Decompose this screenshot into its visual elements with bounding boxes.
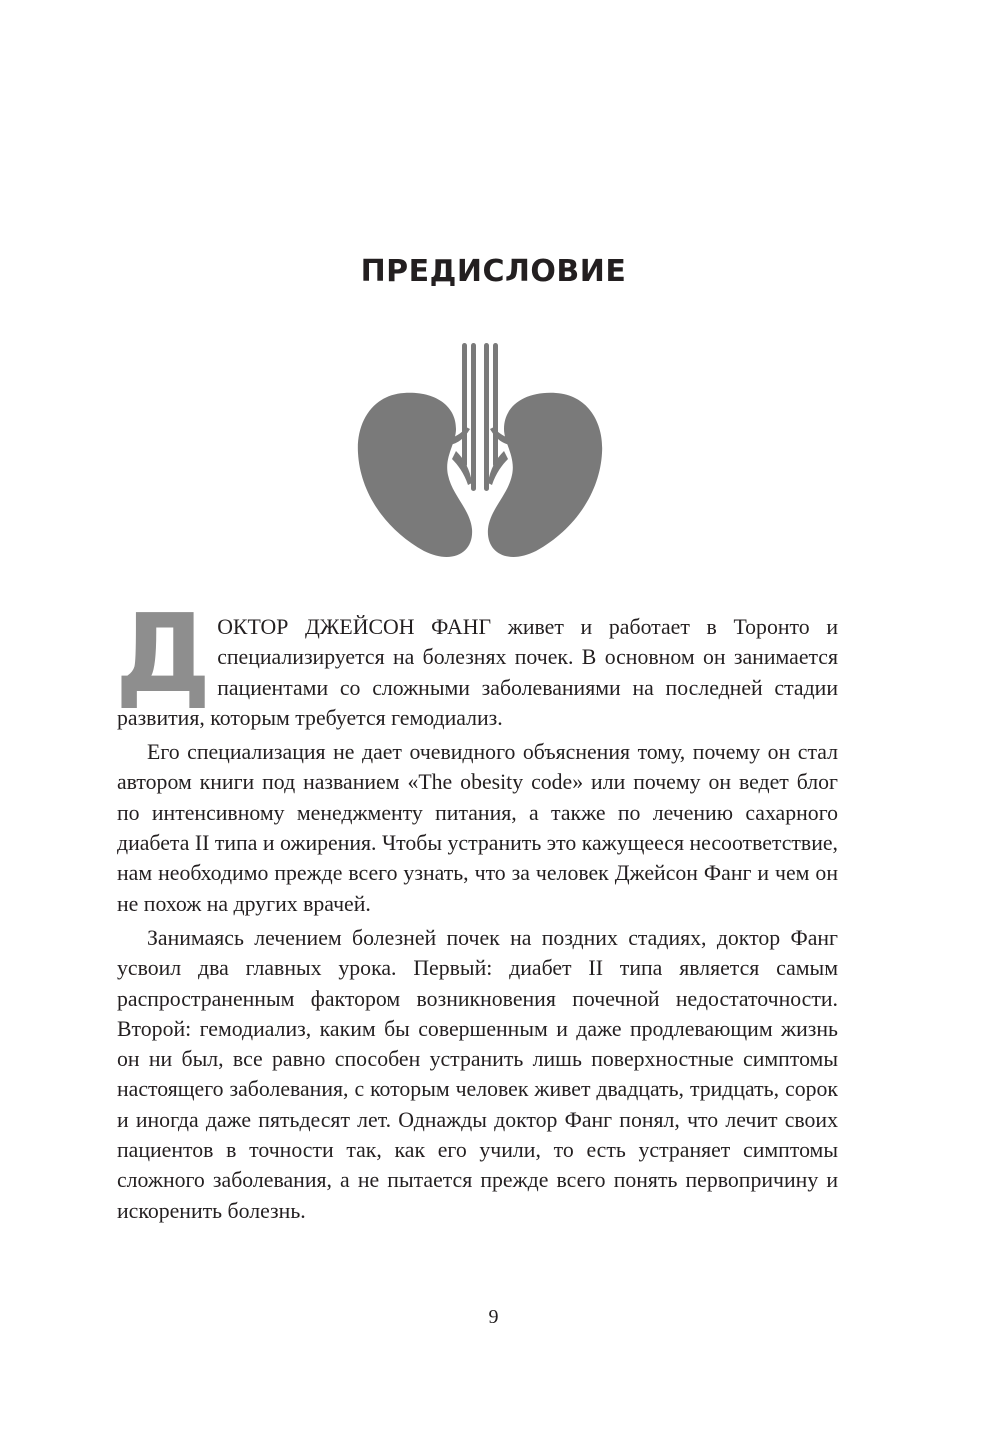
vessel-1 xyxy=(462,343,467,467)
left-kidney-shape xyxy=(358,393,472,557)
chapter-title: ПРЕДИСЛОВИЕ xyxy=(360,254,627,289)
page-number: 9 xyxy=(488,1306,499,1328)
kidneys-icon xyxy=(352,343,608,559)
vessel-4 xyxy=(493,343,498,467)
paragraph-1 xyxy=(115,592,838,733)
paragraph-3: Занимаясь лечением болезней почек на поздних стадиях, доктор Фанг усвоил два главных урока. Первый: диабет II типа является самым распространенным фактором возникновения почечной недостаточности. Второй: гемодиализ, каким бы совершенным и даже продлевающим жизнь он ни был, все равно способен устранить лишь поверхностные симптомы настоящего заболевания, с которым человек живет двадцать, тридцать, сорок и иногда даже пятьдесят лет. Однажды доктор Фанг понял, что лечит своих пациентов в точности так, как его учили, то есть устраняет симптомы сложного заболевания, а не пытается прежде всего понять первопричину и искоренить болезнь. xyxy=(117,925,838,1223)
paragraph-2: Его специализация не дает очевидного объяснения тому, почему он стал автором книги под названием «The obesity code» или почему он ведет блог по интенсивному менеджменту питания, а также по лечению сахарного диабета II типа и ожирения. Чтобы устранить это кажущееся несоответствие, нам необходимо прежде всего узнать, что за человек Джейсон Фанг и чем он не похож на других врачей. xyxy=(117,740,838,916)
drop-cap: Д xyxy=(115,592,212,717)
kidneys-illustration xyxy=(358,343,602,557)
right-kidney-shape xyxy=(488,393,602,557)
paragraph-1-text: живет и работает в Торонто и специализируется на болезнях почек. В основном он занимается пациентами со сложными заболеваниями на последней стадии развития, которым требуется гемодиализ. xyxy=(117,615,838,730)
preface-text xyxy=(115,592,838,1230)
vessel-2 xyxy=(471,343,476,491)
vessel-3 xyxy=(484,343,489,491)
paragraph-1-lead: ОКТОР ДЖЕЙСОН ФАНГ xyxy=(217,615,492,639)
